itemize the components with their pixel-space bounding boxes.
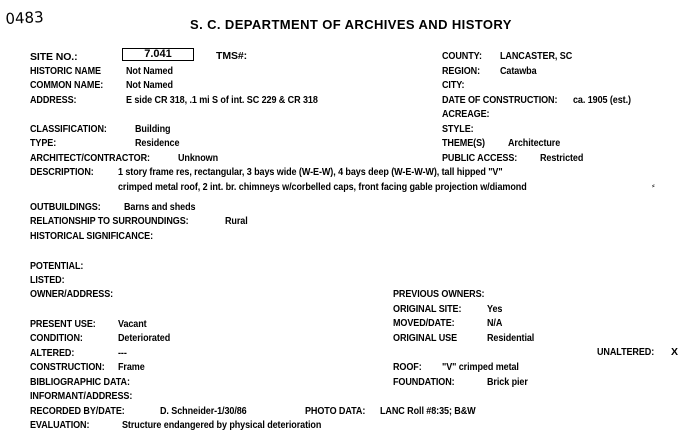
condition-label: CONDITION: <box>30 332 83 344</box>
unaltered-value: X <box>671 346 678 358</box>
description-label: DESCRIPTION: <box>30 166 94 178</box>
informant-label: INFORMANT/ADDRESS: <box>30 390 133 402</box>
type-label: TYPE: <box>30 137 57 149</box>
architect-value: Unknown <box>178 152 219 164</box>
address-value: E side CR 318, .1 mi S of int. SC 229 & CR 318 <box>126 94 318 106</box>
classification-label: CLASSIFICATION: <box>30 123 107 135</box>
acreage-label: ACREAGE: <box>442 108 490 120</box>
previous-owners-label: PREVIOUS OWNERS: <box>393 288 485 300</box>
moved-date-label: MOVED/DATE: <box>393 317 455 329</box>
photo-data-value: LANC Roll #8:35; B&W <box>380 405 476 417</box>
tms-label: TMS#: <box>216 50 248 62</box>
original-site-value: Yes <box>487 303 503 315</box>
relationship-value: Rural <box>225 215 248 227</box>
outbuildings-label: OUTBUILDINGS: <box>30 201 101 213</box>
site-no-label: SITE NO.: <box>30 51 78 63</box>
moved-date-value: N/A <box>487 317 503 329</box>
recorded-label: RECORDED BY/DATE: <box>30 405 125 417</box>
region-label: REGION: <box>442 65 481 77</box>
handwritten-number: 0483 <box>5 8 45 28</box>
region-value: Catawba <box>500 65 537 77</box>
classification-value: Building <box>135 123 171 135</box>
common-name-label: COMMON NAME: <box>30 79 104 91</box>
construction-value: Frame <box>118 361 145 373</box>
original-use-value: Residential <box>487 332 535 344</box>
roof-value: "V" crimped metal <box>442 361 519 373</box>
evaluation-label: EVALUATION: <box>30 419 90 431</box>
owner-label: OWNER/ADDRESS: <box>30 288 114 300</box>
historic-name-label: HISTORIC NAME <box>30 65 101 77</box>
page-title: S. C. DEPARTMENT OF ARCHIVES AND HISTORY <box>190 17 512 32</box>
themes-value: Architecture <box>508 137 561 149</box>
address-label: ADDRESS: <box>30 94 77 106</box>
potential-label: POTENTIAL: <box>30 260 84 272</box>
type-value: Residence <box>135 137 180 149</box>
altered-value: --- <box>118 347 127 359</box>
construction-label: CONSTRUCTION: <box>30 361 105 373</box>
bibliographic-label: BIBLIOGRAPHIC DATA: <box>30 376 130 388</box>
themes-label: THEME(S) <box>442 137 485 149</box>
relationship-label: RELATIONSHIP TO SURROUNDINGS: <box>30 215 189 227</box>
original-use-label: ORIGINAL USE <box>393 332 458 344</box>
foundation-value: Brick pier <box>487 376 528 388</box>
condition-value: Deteriorated <box>118 332 171 344</box>
unaltered-label: UNALTERED: <box>597 346 655 358</box>
photo-data-label: PHOTO DATA: <box>305 405 366 417</box>
description-line-1: 1 story frame res, rectangular, 3 bays wide (W-E-W), 4 bays deep (W-E-W-W), tall hipped "V" <box>118 166 503 178</box>
date-of-construction-value: ca. 1905 (est.) <box>573 94 631 106</box>
recorded-value: D. Schneider-1/30/86 <box>160 405 247 417</box>
public-access-label: PUBLIC ACCESS: <box>442 152 518 164</box>
original-site-label: ORIGINAL SITE: <box>393 303 462 315</box>
stray-mark: ⸗ <box>652 181 655 190</box>
outbuildings-value: Barns and sheds <box>124 201 196 213</box>
architect-label: ARCHITECT/CONTRACTOR: <box>30 152 150 164</box>
roof-label: ROOF: <box>393 361 422 373</box>
date-of-construction-label: DATE OF CONSTRUCTION: <box>442 94 558 106</box>
city-label: CITY: <box>442 79 465 91</box>
county-label: COUNTY: <box>442 50 482 62</box>
foundation-label: FOUNDATION: <box>393 376 455 388</box>
description-line-2: crimped metal roof, 2 int. br. chimneys w/corbelled caps, front facing gable projection w/diamond <box>118 181 527 193</box>
style-label: STYLE: <box>442 123 474 135</box>
public-access-value: Restricted <box>540 152 584 164</box>
present-use-value: Vacant <box>118 318 147 330</box>
common-name-value: Not Named <box>126 79 173 91</box>
present-use-label: PRESENT USE: <box>30 318 96 330</box>
evaluation-value: Structure endangered by physical deterioration <box>122 419 322 431</box>
altered-label: ALTERED: <box>30 347 75 359</box>
listed-label: LISTED: <box>30 274 65 286</box>
historical-significance-label: HISTORICAL SIGNIFICANCE: <box>30 230 154 242</box>
historic-name-value: Not Named <box>126 65 173 77</box>
county-value: LANCASTER, SC <box>500 50 573 62</box>
site-no-value: 7.041 <box>122 48 194 61</box>
